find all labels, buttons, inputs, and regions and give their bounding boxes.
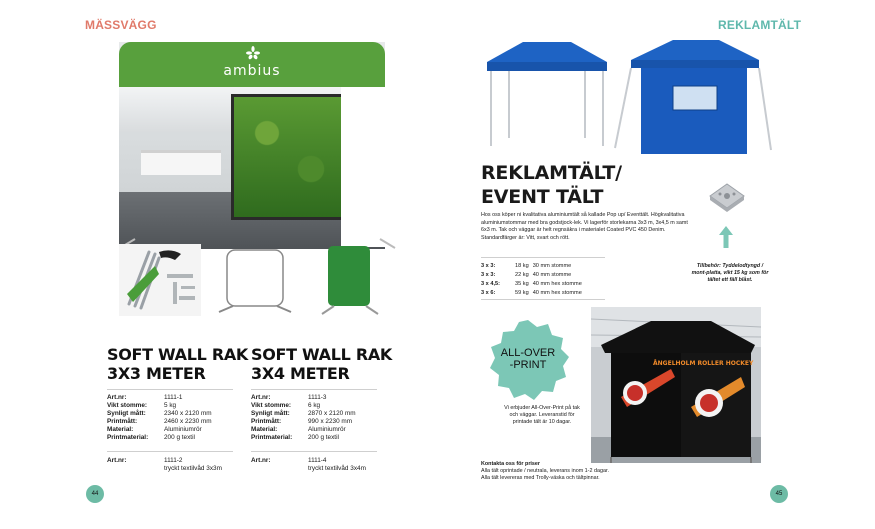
product-title-3x4: SOFT WALL RAK 3X4 METER	[251, 345, 393, 383]
page-number-right: 45	[770, 485, 788, 503]
product-title-3x3: SOFT WALL RAK 3X3 METER	[107, 345, 249, 383]
arrow-up-icon	[718, 224, 734, 250]
blue-tent-walls-image	[613, 38, 773, 158]
section-heading-massvagg: MÄSSVÄGG	[85, 18, 157, 32]
page-number-left: 44	[86, 485, 104, 503]
tent-title: REKLAMTÄLT/ EVENT TÄLT	[481, 162, 622, 208]
black-printed-tent-image	[591, 307, 761, 463]
ambius-logo-text: ambius	[223, 63, 281, 79]
frame-parts-thumbnail	[119, 244, 201, 316]
tent-size-table: 3 x 3: 18 kg 30 mm stomme 3 x 3: 22 kg 40 mm stomme 3 x 4,5: 35 kg 40 mm hex stomme 3 x 6: 59 kg 40 mm hex stomme	[481, 263, 582, 296]
divider	[251, 451, 377, 452]
weight-plate-image	[704, 178, 750, 220]
soft-wall-hero-image	[119, 42, 385, 249]
extra-art-3x4: Art.nr: 1111-4 tryckt textilvåd 3x4m	[251, 457, 366, 472]
green-wall-thumbnail	[318, 244, 384, 316]
section-heading-reklamtalt: REKLAMTÄLT	[718, 18, 802, 32]
contact-block: Kontakta oss för priser Alla tält oprintade / neutrala, leverans inom 1-2 dagar. Alla tält levereras med Trolly-väska och tältpinnar.	[481, 461, 609, 481]
tent-print-text: ÅNGELHOLM ROLLER HOCKEY	[653, 360, 754, 367]
divider	[107, 451, 233, 452]
all-over-print-badge: ALL-OVER -PRINT	[486, 318, 570, 402]
leaf-logo-icon	[246, 46, 260, 62]
bare-frame-thumbnail	[213, 244, 295, 316]
green-plant-wall	[231, 94, 347, 220]
accessory-caption: Tillbehör: Tyddelodtyngd / mont-platta, vikt 15 kg som för tältet ett fäll blåst.	[691, 263, 769, 283]
divider	[251, 389, 377, 390]
all-over-print-offer: Vi erbjuder All-Over-Print på tak och väggar. Leveranstid för printade tält är 10 dagar.	[504, 405, 580, 425]
divider	[481, 257, 605, 258]
extra-art-3x3: Art.nr: 1111-2 tryckt textilvåd 3x3m	[107, 457, 222, 472]
spec-table-3x4: Art.nr: 1111-3 Vikt stomme: 6 kg Synligt mått: 2870 x 2120 mm Printmått: 990 x 2230 mm Material: Aluminiumrör Printmaterial: 200 g textil	[251, 394, 356, 441]
blue-tent-open-image	[483, 38, 611, 150]
tent-description: Hos oss köper ni kvalitativa aluminiumtält så kallade Pop up/ Eventtält. Högkvalitativa aluminiumstommar med bra godstjock-lek. Vi lagerför storlekarna 3x3 m, 3x4,5 m samt 6x3 m. Tak och väggar är helt regnsäkra i materialet Coated PVC 450 Denim. Standardfärger är: Vitt, svart och rött.	[481, 212, 688, 241]
divider	[481, 299, 605, 300]
divider	[107, 389, 233, 390]
spec-table-3x3: Art.nr: 1111-1 Vikt stomme: 5 kg Synligt mått: 2340 x 2120 mm Printmått: 2460 x 2230 mm Material: Aluminiumrör Printmaterial: 200 g textil	[107, 394, 212, 441]
